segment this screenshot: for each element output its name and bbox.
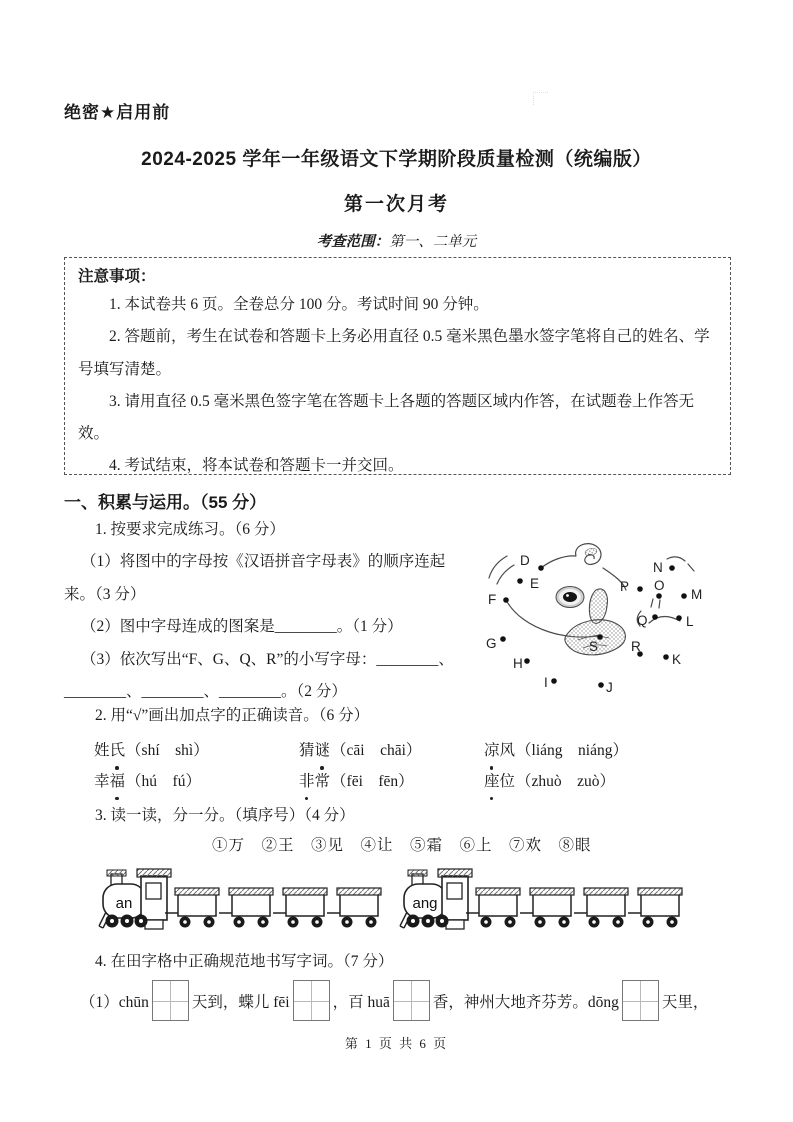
word-option: 座位（zhuò zuò） <box>484 767 731 798</box>
train-car <box>178 895 216 916</box>
exam-scope <box>0 230 793 251</box>
text-segment: 香，神州大地齐芬芳。dōng <box>432 993 619 1011</box>
question-1-sub2: （2）图中字母连成的图案是________。（1 分） <box>81 618 403 636</box>
letter-label-P: P <box>620 579 630 594</box>
train-car-roof <box>175 888 219 895</box>
text-segment: 天里， <box>661 993 709 1011</box>
pinyin-choices: （liáng niáng） <box>516 742 628 759</box>
notice-item: 4. 考试结束，将本试卷和答题卡一并交回。 <box>109 457 404 475</box>
numbered-character-options: ①万 ②王 ③见 ④让 ⑤霜 ⑥上 ⑦欢 ⑧眼 <box>212 837 592 854</box>
train-rime-label: an <box>115 895 133 912</box>
question-1-sub3: （3）依次写出“F、G、Q、R”的小写字母：________、 <box>81 650 454 668</box>
letter-dot-I <box>551 678 557 684</box>
letter-label-Q: Q <box>637 613 648 628</box>
train-car-roof <box>283 888 327 895</box>
word-option: 姓氏（shí shì） <box>94 736 299 767</box>
letter-label-J: J <box>606 680 613 695</box>
exam-title: 2024-2025 学年一年级语文下学期阶段质量检测（统编版） <box>141 149 652 170</box>
train-car <box>286 895 324 916</box>
letter-label-I: I <box>544 675 548 690</box>
letter-dot-G <box>500 636 506 642</box>
question-3-stem: 3. 读一读，分一分。（填序号）（4 分） <box>95 807 355 824</box>
train-car-roof <box>337 888 381 895</box>
pinyin-choices: （shí shì） <box>126 742 209 759</box>
train-car <box>232 895 270 916</box>
question-1-stem: 1. 按要求完成练习。（6 分） <box>95 521 285 538</box>
scope-value: 第一、二单元 <box>389 234 477 250</box>
connect-dots-letter-diagram <box>483 528 738 700</box>
train-car-roof <box>476 888 520 895</box>
word-option: 非常（fēi fēn） <box>299 767 484 798</box>
train-car-roof <box>229 888 273 895</box>
letter-dot-P <box>637 586 643 592</box>
question-1-sub3-cont: ________、________、________。（2 分） <box>64 683 347 701</box>
train-car <box>479 895 517 916</box>
letter-label-M: M <box>691 587 703 602</box>
question-2 <box>64 701 731 797</box>
train-rime-label: ang <box>412 895 438 912</box>
letter-dot-O <box>656 593 662 599</box>
letter-dot-D <box>538 565 544 571</box>
letter-label-R: R <box>631 639 641 654</box>
letter-label-E: E <box>530 576 540 591</box>
sorting-trains <box>64 866 744 934</box>
dotted-char: 福 <box>110 767 126 798</box>
train-car <box>533 895 571 916</box>
dotted-char: 座 <box>484 767 500 798</box>
dotted-char: 凉 <box>484 736 500 767</box>
word-option: 幸福（hú fú） <box>94 767 299 798</box>
notice-heading: 注意事项： <box>78 268 156 285</box>
scan-artifact <box>533 92 548 105</box>
locomotive <box>400 869 472 929</box>
text-segment: ，百 huā <box>332 993 390 1011</box>
dotted-char: 非 <box>299 767 315 798</box>
question-4 <box>64 947 774 1021</box>
letter-label-K: K <box>672 652 682 667</box>
train-car <box>340 895 378 916</box>
pinyin-choices: （fēi fēn） <box>331 772 414 790</box>
letter-label-L: L <box>686 614 694 629</box>
question-1-sub1: （1）将图中的字母按《汉语拼音字母表》的顺序连起 <box>81 553 446 571</box>
letter-dot-K <box>663 654 669 660</box>
train-car-roof <box>638 888 682 895</box>
letter-dot-J <box>598 682 604 688</box>
question-2-stem: 2. 用“√”画出加点字的正确读音。（6 分） <box>95 707 370 724</box>
text-segment: （1）chūn <box>80 993 149 1011</box>
letter-dot-S <box>597 634 603 640</box>
letter-label-G: G <box>486 636 497 651</box>
letter-label-N: N <box>653 560 663 575</box>
question-1-sub1-cont: 来。（3 分） <box>64 585 146 603</box>
word-option: 凉风（liáng niáng） <box>484 736 731 767</box>
tianzige-box <box>622 980 659 1021</box>
train-car-roof <box>530 888 574 895</box>
question-1 <box>64 514 504 708</box>
classification-label: 绝密★启用前 <box>64 103 171 122</box>
letter-dot-E <box>517 578 523 584</box>
dotted-char: 氏 <box>110 736 126 767</box>
letter-label-O: O <box>654 578 665 593</box>
train-cars <box>466 888 682 928</box>
notice-item: 2. 答题前，考生在试卷和答题卡上务必用直径 0.5 毫米黑色墨水签字笔将自己的姓名、学号填写清楚。 <box>78 328 710 378</box>
question-4-stem: 4. 在田字格中正确规范地书写字词。（7 分） <box>95 953 394 970</box>
letter-dot-Q <box>652 614 658 620</box>
train-car <box>587 895 625 916</box>
letter-dot-H <box>524 658 530 664</box>
train-ang <box>398 866 690 934</box>
dotted-char: 谜 <box>315 736 331 767</box>
text-segment: 天到，蝶儿 fēi <box>191 993 290 1011</box>
word-option: 猜谜（cāi chāi） <box>299 736 484 767</box>
letter-dot-L <box>676 615 682 621</box>
letter-dot-F <box>503 597 509 603</box>
train-car <box>641 895 679 916</box>
letter-label-H: H <box>513 656 523 671</box>
train-cars <box>165 888 381 928</box>
page-number: 第 1 页 共 6 页 <box>344 1036 449 1051</box>
train-an <box>97 866 389 934</box>
letter-label-S: S <box>589 639 599 654</box>
letter-label-F: F <box>488 592 497 607</box>
section-heading: 一、积累与运用。（55 分） <box>64 493 267 512</box>
pinyin-choices: （hú fú） <box>126 772 201 790</box>
pinyin-choices: （zhuò zuò） <box>516 772 616 790</box>
exam-subtitle: 第一次月考 <box>343 194 449 215</box>
letter-label-D: D <box>520 553 530 568</box>
notice-box <box>64 257 731 475</box>
scope-label: 考查范围： <box>316 234 390 250</box>
letter-dot-M <box>681 593 687 599</box>
fill-in-line <box>64 980 774 1021</box>
letter-dot-N <box>669 565 675 571</box>
pinyin-choices: （cāi chāi） <box>331 742 422 759</box>
train-car-roof <box>584 888 628 895</box>
question-3 <box>64 801 744 934</box>
tianzige-box <box>152 980 189 1021</box>
tianzige-box <box>393 980 430 1021</box>
notice-item: 3. 请用直径 0.5 毫米黑色签字笔在答题卡上各题的答题区域内作答，在试题卷上作答无效。 <box>78 392 695 443</box>
notice-item: 1. 本试卷共 6 页。全卷总分 100 分。考试时间 90 分钟。 <box>109 296 489 313</box>
locomotive <box>99 869 171 929</box>
tianzige-box <box>293 980 330 1021</box>
